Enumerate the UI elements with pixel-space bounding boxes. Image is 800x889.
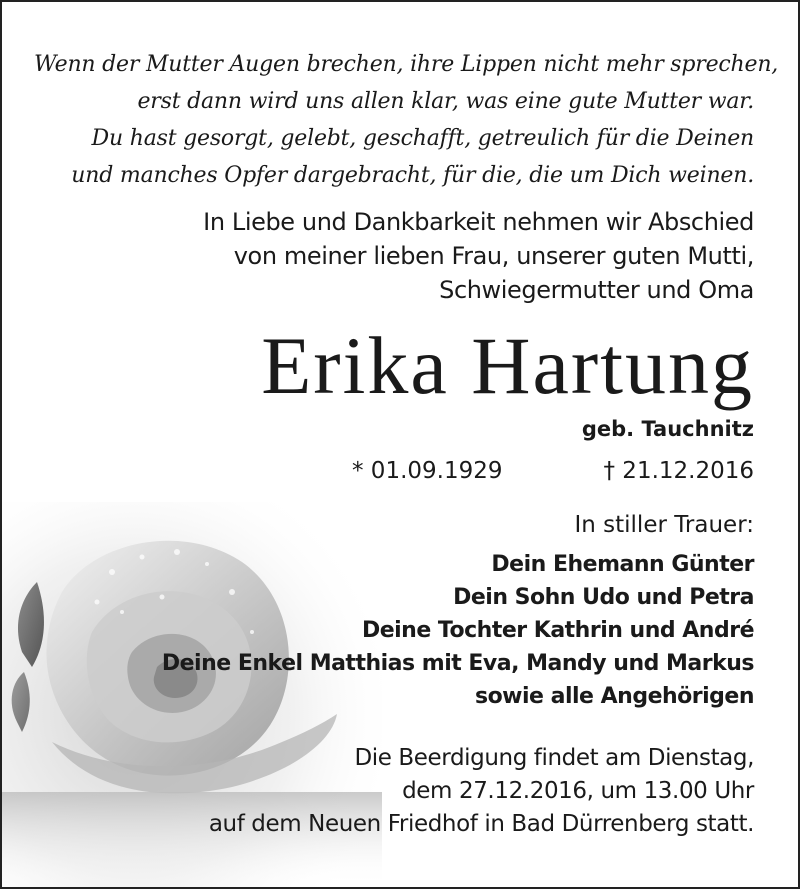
- birth-date: * 01.09.1929: [352, 458, 503, 484]
- family-list: [162, 548, 754, 713]
- family-member: Deine Tochter Kathrin und André: [361, 618, 754, 643]
- intro-line: In Liebe und Dankbarkeit nehmen wir Abschied: [203, 208, 754, 236]
- deceased-name: Erika Hartung: [261, 320, 754, 411]
- funeral-line: Die Beerdigung findet am Dienstag,: [354, 745, 754, 771]
- poem: [34, 46, 779, 194]
- funeral-line: auf dem Neuen Friedhof in Bad Dürrenberg statt.: [208, 811, 754, 837]
- poem-line: und manches Opfer dargebracht, für die, die um Dich weinen.: [71, 163, 754, 188]
- poem-line: erst dann wird uns allen klar, was eine gute Mutter war.: [137, 89, 754, 114]
- birth-name: geb. Tauchnitz: [581, 417, 754, 441]
- family-member: Dein Sohn Udo und Petra: [453, 585, 754, 610]
- funeral-info: [209, 742, 754, 841]
- mourning-heading: In stiller Trauer:: [574, 512, 754, 538]
- death-date: † 21.12.2016: [603, 458, 754, 484]
- family-member: sowie alle Angehörigen: [474, 684, 754, 709]
- intro-line: Schwiegermutter und Oma: [439, 276, 754, 304]
- intro-line: von meiner lieben Frau, unserer guten Mutti,: [233, 242, 754, 270]
- family-member: Deine Enkel Matthias mit Eva, Mandy und Markus: [161, 651, 754, 676]
- funeral-line: dem 27.12.2016, um 13.00 Uhr: [402, 778, 754, 804]
- farewell-intro: [203, 205, 754, 307]
- family-member: Dein Ehemann Günter: [491, 552, 754, 577]
- poem-line: Wenn der Mutter Augen brechen, ihre Lippen nicht mehr sprechen,: [34, 52, 779, 77]
- poem-line: Du hast gesorgt, gelebt, geschafft, getreulich für die Deinen: [91, 126, 754, 151]
